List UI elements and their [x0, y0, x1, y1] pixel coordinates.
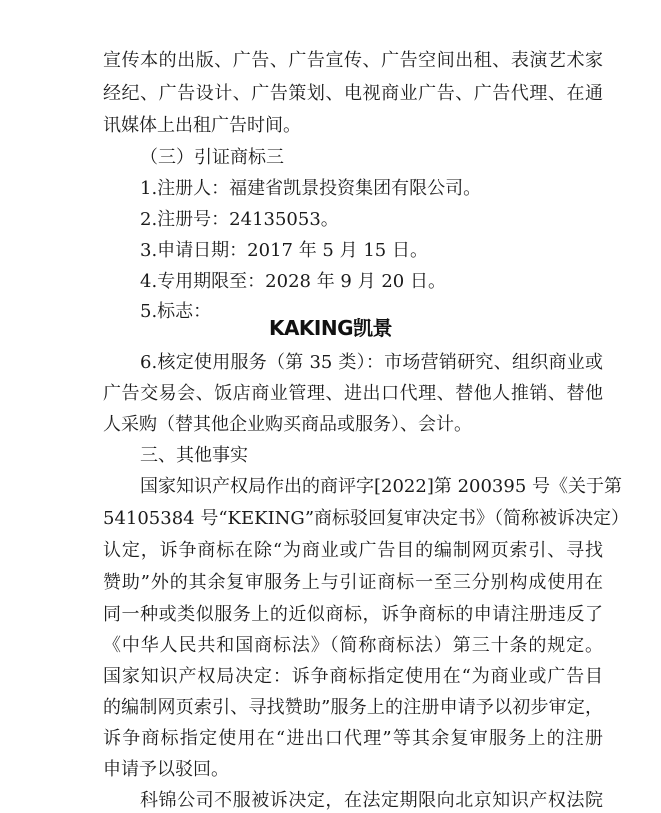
kaking-logo: KAKING凯景	[268, 316, 393, 340]
facts-line: 认定，诉争商标在除“为商业或广告目的编制网页索引、寻找	[103, 540, 603, 561]
section-heading-other-facts: 三、其他事实	[140, 445, 248, 466]
application-date-line: 3.申请日期：2017 年 5 月 15 日。	[140, 240, 428, 261]
exclusive-term-line: 4.专用期限至：2028 年 9 月 20 日。	[140, 271, 446, 292]
paragraph-line: 经纪、广告设计、广告策划、电视商业广告、广告代理、在通	[103, 83, 603, 104]
facts-line: 国家知识产权局决定：诉争商标指定使用在“为商业或广告目	[103, 666, 603, 687]
facts-line: 诉争商标指定使用在“进出口代理”等其余复审服务上的注册	[103, 728, 603, 749]
mark-label-line: 5.标志：	[140, 301, 212, 322]
paragraph-line: 讯媒体上出租广告时间。	[103, 115, 301, 136]
facts-line: 《中华人民共和国商标法》（简称商标法）第三十条的规定。	[103, 635, 603, 656]
services-line: 广告交易会、饭店商业管理、进出口代理、替他人推销、替他	[103, 383, 603, 404]
paragraph-line: 科锦公司不服被诉决定，在法定期限向北京知识产权法院	[140, 790, 603, 811]
facts-line: 的编制网页索引、寻找赞助”服务上的注册申请予以初步审定，	[103, 697, 603, 718]
registrant-line: 1.注册人：福建省凯景投资集团有限公司。	[140, 178, 482, 199]
registration-number-line: 2.注册号：24135053。	[140, 209, 339, 230]
facts-line: 赞助”外的其余复审服务上与引证商标一至三分别构成使用在	[103, 572, 603, 593]
section-heading-cited-mark-3: （三）引证商标三	[140, 147, 284, 168]
services-line: 人采购（替其他企业购买商品或服务）、会计。	[103, 414, 472, 435]
paragraph-line: 宣传本的出版、广告、广告宣传、广告空间出租、表演艺术家	[103, 50, 603, 71]
facts-line: 54105384 号“KEKING”商标驳回复审决定书》（简称被诉决定）	[103, 508, 630, 529]
services-line: 6.核定使用服务（第 35 类）：市场营销研究、组织商业或	[140, 352, 603, 373]
facts-line: 国家知识产权局作出的商评字[2022]第 200395 号《关于第	[140, 476, 623, 497]
facts-line: 同一种或类似服务上的近似商标，诉争商标的申请注册违反了	[103, 604, 603, 625]
facts-line: 申请予以驳回。	[103, 759, 229, 780]
